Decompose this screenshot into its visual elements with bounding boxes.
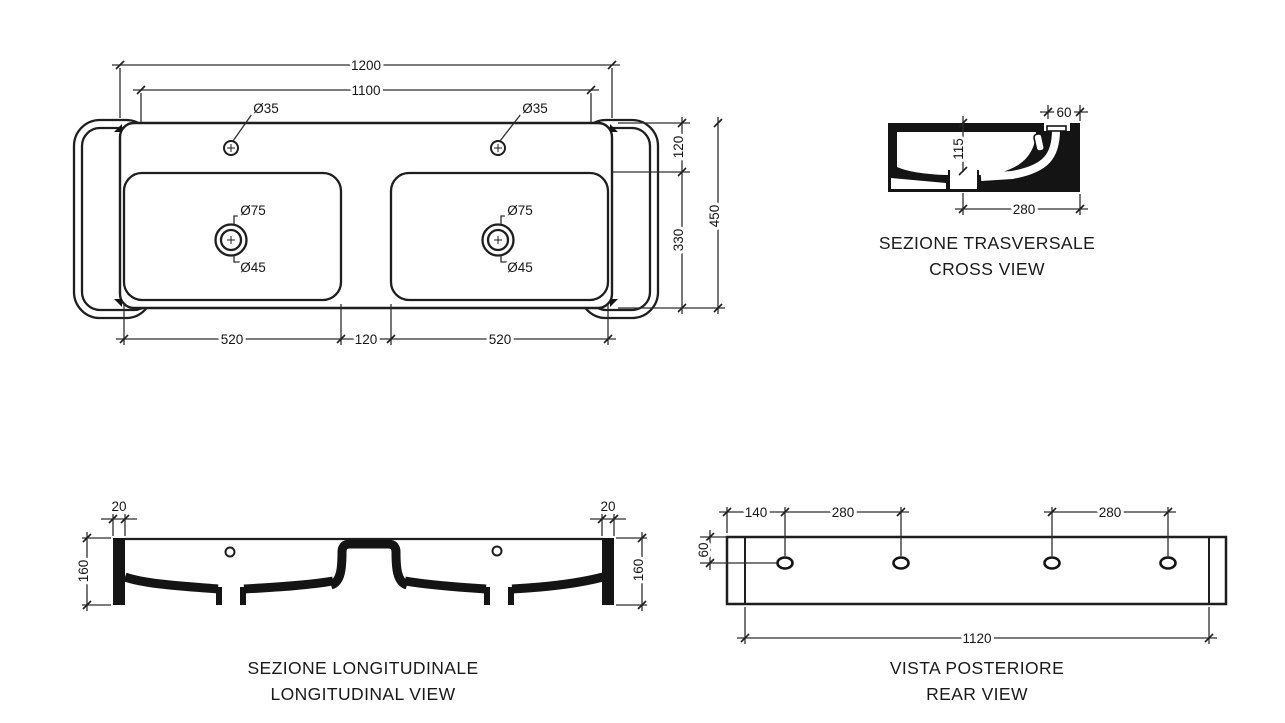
dim-wall-right-label: 20 [600,499,616,514]
dim-drain-outer-left-label: Ø75 [240,203,266,218]
cross-section-view [879,105,1095,279]
dim-center-gap-label: 120 [354,332,378,347]
dim-hole-spacing-left-label: 280 [831,505,855,520]
longitudinal-left-wall [113,538,125,605]
dim-height-left [76,532,111,611]
dim-inner-width-label: 1100 [351,83,381,98]
cross-drain-box [949,171,978,190]
cross-view-title-italian: SEZIONE TRASVERSALE [878,233,1096,253]
dim-top-edge-label: 120 [671,135,686,159]
dim-mounting-width-label: 1120 [962,631,992,646]
dim-drain-outer-right-label: Ø75 [507,203,533,218]
section-faucet-hole-right [493,547,502,556]
section-faucet-hole-left [226,548,235,557]
dim-wall-left [101,499,137,536]
dim-drain-inner-left-label: Ø45 [240,260,266,275]
dim-rear-ledge-label: 60 [1056,105,1072,120]
dim-faucet-right-label: Ø35 [522,101,548,116]
floor-left-outer [125,577,218,589]
dim-right-basin-width-label: 520 [488,332,512,347]
longitudinal-view-title-italian: SEZIONE LONGITUDINALE [247,658,479,678]
cross-view-title-english: CROSS VIEW [929,259,1045,279]
dim-height-right-label: 160 [631,558,646,582]
drain-trap-left [219,584,243,605]
dim-overall-depth-label: 450 [707,204,722,228]
dim-inner-depth-label: 115 [951,138,966,160]
cross-ledge-lip [1047,126,1066,131]
dim-drain-inner-right-label: Ø45 [507,260,533,275]
rear-view-title-italian: VISTA POSTERIORE [889,658,1065,678]
dim-faucet-left-label: Ø35 [253,101,279,116]
dim-top-to-hole-label: 60 [696,542,711,558]
rear-view [696,505,1226,704]
dim-basin-depth-label: 330 [671,228,686,252]
dim-height-right [616,532,647,611]
dim-drain-to-back [955,193,1088,217]
rear-body-outline [727,537,1226,604]
dim-overall-width-label: 1200 [350,58,382,73]
floor-right-outer [512,577,603,589]
dim-drain-to-back-label: 280 [1012,202,1036,217]
dim-basin-widths [116,304,616,347]
floor-right-inner [405,581,486,589]
longitudinal-view-title-english: LONGITUDINAL VIEW [270,684,456,704]
basin-body-outline [120,123,612,308]
longitudinal-right-wall [602,538,614,605]
drain-left [216,225,247,256]
drain-right [483,225,514,256]
dim-height-left-label: 160 [76,559,91,583]
dim-wall-left-label: 20 [111,499,127,514]
dim-left-basin-width-label: 520 [220,332,244,347]
center-divider [331,544,407,585]
dim-edge-to-first-hole-label: 140 [744,505,768,520]
plan-view [74,58,725,347]
dim-hole-spacing-right-label: 280 [1098,505,1122,520]
longitudinal-section-view [76,499,647,704]
rear-view-title-english: REAR VIEW [926,684,1028,704]
drain-trap-right [487,584,511,605]
dim-mounting-width [737,607,1217,646]
floor-left-inner [244,581,333,589]
dim-wall-right [590,499,626,536]
